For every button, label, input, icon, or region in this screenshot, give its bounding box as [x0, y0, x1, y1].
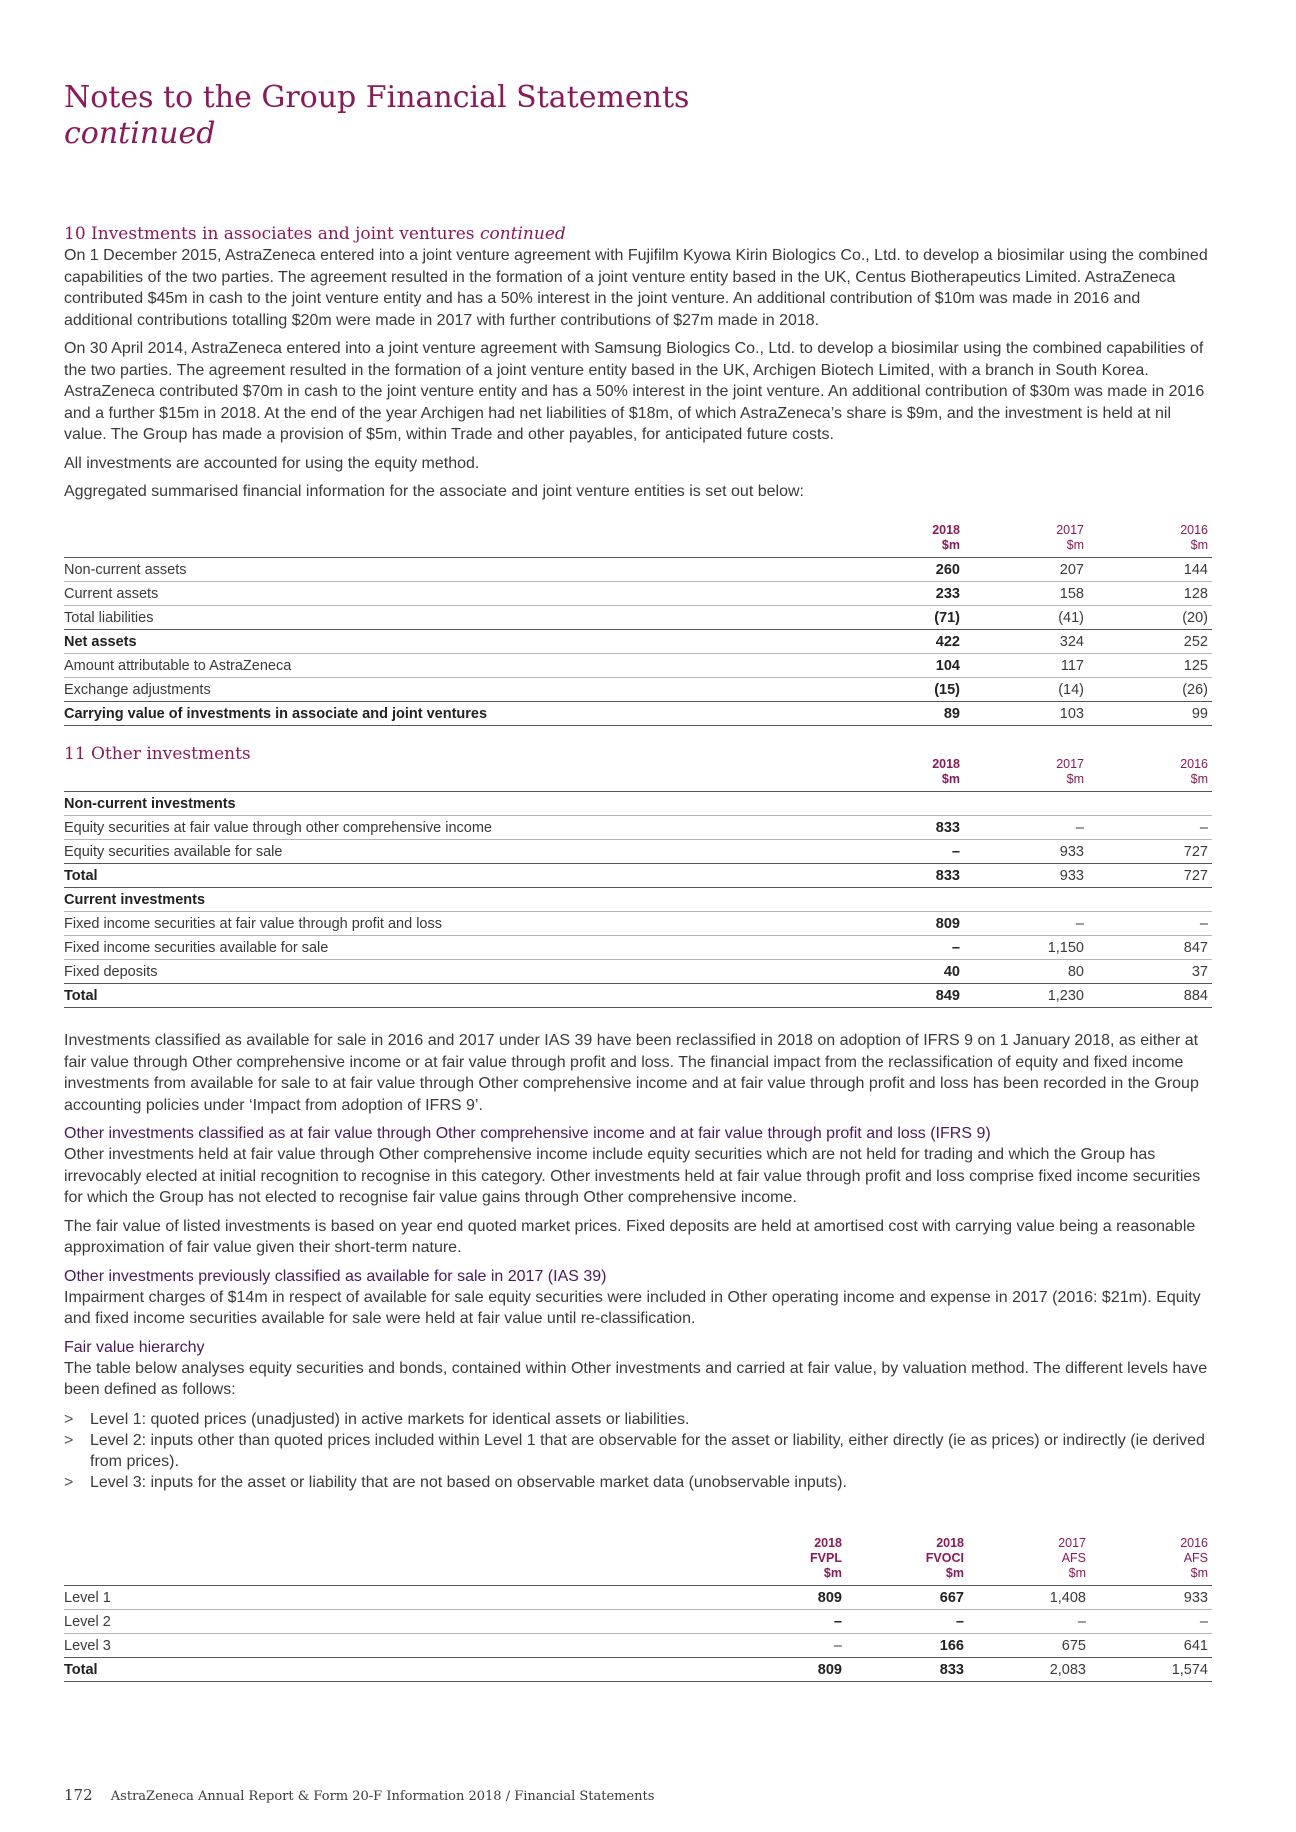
row-label: Fixed income securities available for sale	[64, 936, 840, 960]
note-10-text	[64, 224, 1212, 503]
row-label: Level 1	[64, 1586, 724, 1610]
cell-2017: 80	[964, 960, 1088, 984]
note-11-subheading-fair-value: Fair value hierarchy	[64, 1338, 205, 1356]
note-11-subheading-ifrs9: Other investments classified as at fair value through Other comprehensive income and at fair value through profit and loss (IFRS 9)	[64, 1125, 991, 1142]
bullet-arrow-icon: >	[64, 1431, 74, 1449]
cell-2016-afs: 641	[1090, 1634, 1212, 1658]
page-number: 172	[64, 1786, 93, 1804]
row-label: Level 2	[64, 1610, 724, 1634]
cell-2018: –	[840, 936, 964, 960]
note-10-table-container	[64, 523, 1212, 726]
table-row	[64, 558, 1212, 582]
section-label: Current investments	[64, 888, 1212, 912]
fair-value-table-container	[64, 1536, 1212, 1682]
cell-2018: 809	[840, 912, 964, 936]
note-11-table	[64, 757, 1212, 1008]
column-header: 2018 FVOCI $m	[846, 1536, 968, 1586]
column-header: 2018 FVPL $m	[724, 1536, 846, 1586]
table-row	[64, 678, 1212, 702]
table-row	[64, 936, 1212, 960]
cell-2016-afs: 1,574	[1090, 1658, 1212, 1682]
table-row	[64, 1658, 1212, 1682]
cell-2017: 103	[964, 702, 1088, 726]
column-header: 2016 $m	[1088, 523, 1212, 558]
column-header: 2017 $m	[964, 757, 1088, 792]
cell-fvoci: –	[846, 1610, 968, 1634]
cell-fvoci: 833	[846, 1658, 968, 1682]
note-11-para-4: Impairment charges of $14m in respect of available for sale equity securities were included in Other operating income and expense in 2017 (2016: $21m). Equity and fixed income securities available for sale were held at fair value until re-classification.	[64, 1288, 1201, 1327]
cell-2018: 833	[840, 864, 964, 888]
row-label: Equity securities available for sale	[64, 840, 840, 864]
note-11-table-container	[64, 744, 1212, 1008]
cell-fvpl: 809	[724, 1658, 846, 1682]
cell-2017: 324	[964, 630, 1088, 654]
cell-2018: (15)	[840, 678, 964, 702]
cell-2017: 933	[964, 864, 1088, 888]
section-label: Non-current investments	[64, 792, 1212, 816]
table-row	[64, 816, 1212, 840]
table-header-row	[64, 523, 1212, 558]
row-label: Exchange adjustments	[64, 678, 840, 702]
row-label: Carrying value of investments in associate and joint ventures	[64, 702, 840, 726]
page-title	[64, 80, 689, 152]
cell-2017: 1,150	[964, 936, 1088, 960]
cell-2017: 207	[964, 558, 1088, 582]
table-row	[64, 960, 1212, 984]
table-row	[64, 1586, 1212, 1610]
cell-2016: 727	[1088, 840, 1212, 864]
cell-2017: –	[964, 912, 1088, 936]
row-label: Fixed deposits	[64, 960, 840, 984]
table-row	[64, 654, 1212, 678]
cell-2017-afs: 2,083	[968, 1658, 1090, 1682]
cell-2016: (26)	[1088, 678, 1212, 702]
table-row	[64, 864, 1212, 888]
cell-fvoci: 166	[846, 1634, 968, 1658]
note-10-para-2: On 30 April 2014, AstraZeneca entered into a joint venture agreement with Samsung Biologics Co., Ltd. to develop a biosimilar using the combined capabilities of the two parties. The agreement resulted in the formation of a joint venture entity based in the UK, Archigen Biotech Limited, with a branch in South Korea. AstraZeneca contributed $70m in cash to the joint venture entity and has a 50% interest in the joint venture. An additional contribution of $30m was made in 2016 and a further $15m in 2018. At the end of the year Archigen had net liabilities of $18m, of which AstraZeneca’s share is $9m, and the investment is held at nil value. The Group has made a provision of $5m, within Trade and other payables, for anticipated future costs.	[64, 340, 1205, 443]
cell-2018: 89	[840, 702, 964, 726]
cell-2017: (41)	[964, 606, 1088, 630]
note-11-subheading-ias39: Other investments previously classified as available for sale in 2017 (IAS 39)	[64, 1267, 607, 1285]
row-label: Total liabilities	[64, 606, 840, 630]
cell-2016: 727	[1088, 864, 1212, 888]
row-label: Total	[64, 1658, 724, 1682]
table-row	[64, 840, 1212, 864]
cell-2016: (20)	[1088, 606, 1212, 630]
cell-2016: 128	[1088, 582, 1212, 606]
row-label: Total	[64, 864, 840, 888]
cell-2016: –	[1088, 912, 1212, 936]
list-item: > Level 3: inputs for the asset or liability that are not based on observable market data (unobservable inputs).	[64, 1473, 847, 1491]
row-label: Current assets	[64, 582, 840, 606]
row-label: Equity securities at fair value through other comprehensive income	[64, 816, 840, 840]
cell-2018: 260	[840, 558, 964, 582]
note-10-heading-suffix: continued	[479, 224, 566, 244]
cell-2016: 252	[1088, 630, 1212, 654]
cell-2018: 422	[840, 630, 964, 654]
table-row	[64, 1634, 1212, 1658]
table-row	[64, 1610, 1212, 1634]
note-11-para-5: The table below analyses equity securities and bonds, contained within Other investments and carried at fair value, by valuation method. The different levels have been defined as follows:	[64, 1359, 1208, 1398]
cell-2017: 933	[964, 840, 1088, 864]
note-10-table	[64, 523, 1212, 726]
table-row	[64, 702, 1212, 726]
column-header: 2016 AFS $m	[1090, 1536, 1212, 1586]
cell-2016: 144	[1088, 558, 1212, 582]
cell-2017: 1,230	[964, 984, 1088, 1008]
cell-2017-afs: 1,408	[968, 1586, 1090, 1610]
cell-fvpl: 809	[724, 1586, 846, 1610]
cell-2016: 847	[1088, 936, 1212, 960]
page-subtitle: continued	[64, 116, 216, 151]
cell-2017-afs: –	[968, 1610, 1090, 1634]
column-header: 2017 AFS $m	[968, 1536, 1090, 1586]
table-row	[64, 630, 1212, 654]
column-header: 2016 $m	[1088, 757, 1212, 792]
note-10-para-3: All investments are accounted for using the equity method.	[64, 454, 480, 472]
note-10-heading	[64, 224, 1212, 245]
cell-fvoci: 667	[846, 1586, 968, 1610]
table-section-row	[64, 792, 1212, 816]
table-row	[64, 912, 1212, 936]
note-11-heading: 11 Other investments	[64, 744, 251, 764]
cell-2018: 233	[840, 582, 964, 606]
note-10-para-1: On 1 December 2015, AstraZeneca entered into a joint venture agreement with Fujifilm Kyowa Kirin Biologics Co., Ltd. to develop a biosimilar using the combined capabilities of the two parties. The agreement resulted in the formation of a joint venture entity based in the UK, Centus Biotherapeutics Limited. AstraZeneca contributed $45m in cash to the joint venture entity and has a 50% interest in the joint venture. An additional contribution of $10m was made in 2016 and additional contributions totalling $20m were made in 2017 with further contributions of $27m made in 2018.	[64, 247, 1208, 329]
table-row	[64, 984, 1212, 1008]
row-label: Level 3	[64, 1634, 724, 1658]
column-header: 2018 $m	[840, 757, 964, 792]
cell-2016: 125	[1088, 654, 1212, 678]
cell-2018: 104	[840, 654, 964, 678]
note-11-text	[64, 1030, 1212, 1493]
cell-2016: 884	[1088, 984, 1212, 1008]
cell-2017: (14)	[964, 678, 1088, 702]
cell-2016: 99	[1088, 702, 1212, 726]
footer-text: AstraZeneca Annual Report & Form 20-F Information 2018 / Financial Statements	[110, 1789, 655, 1804]
column-header: 2017 $m	[964, 523, 1088, 558]
cell-2016: 37	[1088, 960, 1212, 984]
note-11-para-1: Investments classified as available for sale in 2016 and 2017 under IAS 39 have been reclassified in 2018 on adoption of IFRS 9 on 1 January 2018, as either at fair value through Other comprehensive income or at fair value through profit and loss. The financial impact from the reclassification of equity and fixed income investments from available for sale to at fair value through Other comprehensive income and at fair value through profit and loss has been recorded in the Group accounting policies under ‘Impact from adoption of IFRS 9’.	[64, 1032, 1199, 1114]
table-header-row	[64, 1536, 1212, 1586]
cell-2018: 849	[840, 984, 964, 1008]
fair-value-table	[64, 1536, 1212, 1682]
row-label: Net assets	[64, 630, 840, 654]
bullet-arrow-icon: >	[64, 1410, 74, 1428]
cell-2018: –	[840, 840, 964, 864]
cell-fvpl: –	[724, 1634, 846, 1658]
note-10-para-4: Aggregated summarised financial information for the associate and joint venture entities is set out below:	[64, 483, 804, 500]
table-section-row	[64, 888, 1212, 912]
list-item: > Level 1: quoted prices (unadjusted) in active markets for identical assets or liabilities.	[64, 1410, 690, 1428]
cell-2018: 833	[840, 816, 964, 840]
cell-2016-afs: –	[1090, 1610, 1212, 1634]
list-item: > Level 2: inputs other than quoted prices included within Level 1 that are observable for the asset or liability, either directly (ie as prices) or indirectly (ie derived from prices).	[64, 1431, 1205, 1470]
bullet-arrow-icon: >	[64, 1473, 74, 1491]
cell-fvpl: –	[724, 1610, 846, 1634]
column-header: 2018 $m	[840, 523, 964, 558]
cell-2017-afs: 675	[968, 1634, 1090, 1658]
cell-2016-afs: 933	[1090, 1586, 1212, 1610]
cell-2017: 158	[964, 582, 1088, 606]
row-label: Fixed income securities at fair value through profit and loss	[64, 912, 840, 936]
cell-2018: 40	[840, 960, 964, 984]
row-label: Amount attributable to AstraZeneca	[64, 654, 840, 678]
page-footer	[64, 1786, 654, 1804]
levels-list	[64, 1409, 1212, 1493]
cell-2017: 117	[964, 654, 1088, 678]
note-10-heading-text: 10 Investments in associates and joint ventures	[64, 224, 475, 244]
note-11-para-2: Other investments held at fair value through Other comprehensive income include equity securities which are not held for trading and which the Group has irrevocably elected at initial recognition to recognise in this category. Other investments held at fair value through profit and loss comprise fixed income securities for which the Group has not elected to recognise fair value gains through Other comprehensive income.	[64, 1146, 1201, 1206]
cell-2016: –	[1088, 816, 1212, 840]
cell-2018: (71)	[840, 606, 964, 630]
page-title-text: Notes to the Group Financial Statements	[64, 80, 690, 115]
table-row	[64, 582, 1212, 606]
row-label: Non-current assets	[64, 558, 840, 582]
note-11-para-3: The fair value of listed investments is based on year end quoted market prices. Fixed deposits are held at amortised cost with carrying value being a reasonable approximation of fair value given their short-term nature.	[64, 1217, 1196, 1256]
row-label: Total	[64, 984, 840, 1008]
table-row	[64, 606, 1212, 630]
cell-2017: –	[964, 816, 1088, 840]
